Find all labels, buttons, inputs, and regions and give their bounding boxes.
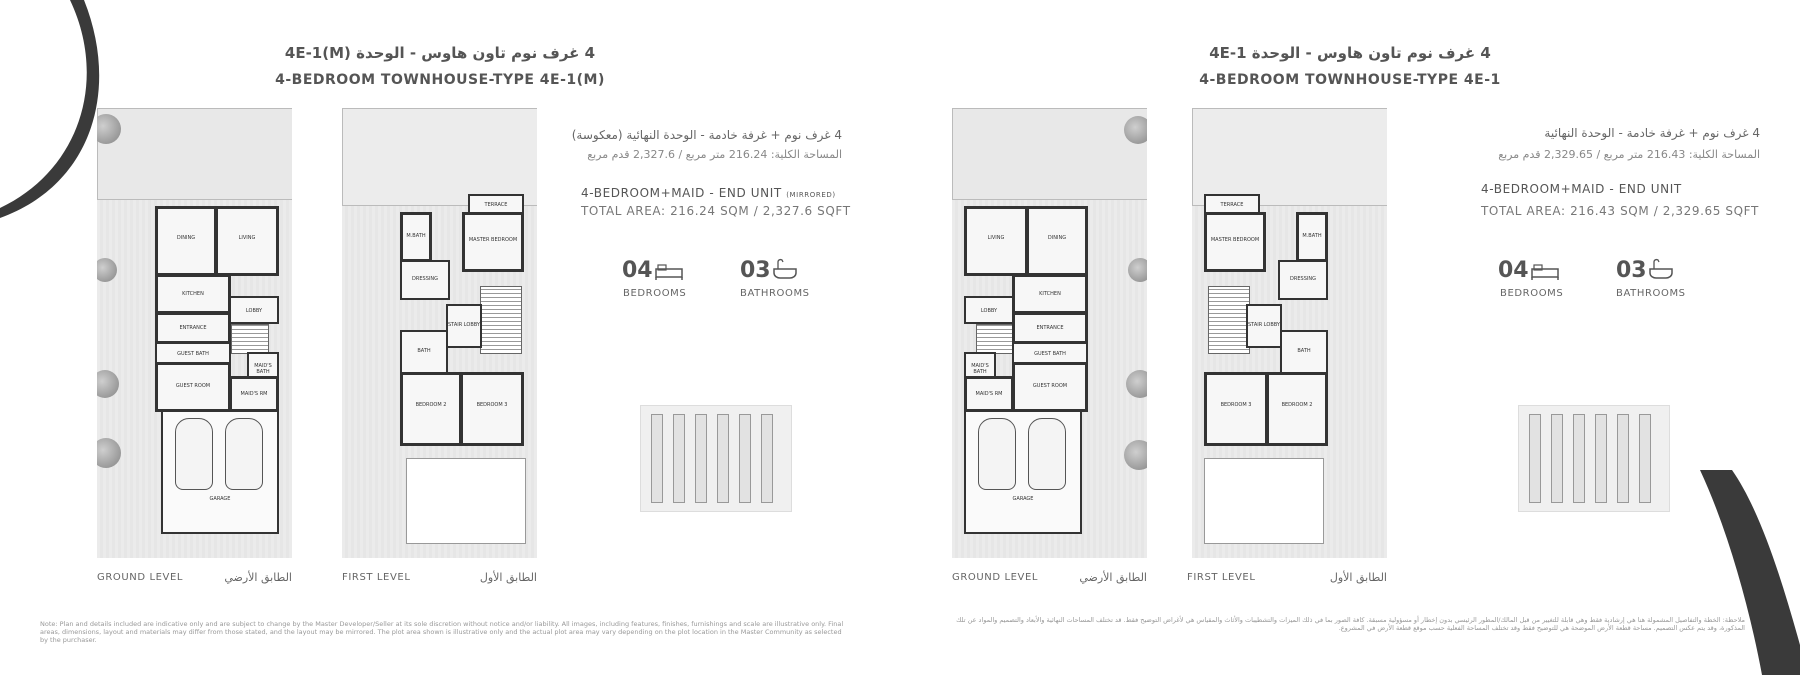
right-disclaimer: ملاحظة: الخطة والتفاصيل المشمولة هنا هي إرشادية فقط وهي قابلة للتغيير من قبل المالك/المطور الرئيسي بدون إخطار أو مسؤولية مسبقة. كافة الصور بما في ذلك الميزات والتشطيبات والأثاث والمقياس هي لأغراض التوضيح فقط. قد تختلف المساحات النهائية والأبعاد والتصميم والمواد عن تلك المذكورة، وقد يتم عكس التصميم. مساحة قطعة الأرض الموضحة هي للتوضيح فقط وقد تختلف المساحة الفعلية حسب موقع قطعة الأرض في المشروع. [956,616,1745,632]
right-ground-floor-plan [952,108,1147,558]
right-title-english: 4-BEDROOM TOWNHOUSE-TYPE 4E-1 [1199,72,1501,88]
right-first-floor-plan [1192,108,1387,558]
room-guest-bath: GUEST BATH [1012,342,1088,364]
left-mirrored-note: (MIRRORED) [786,191,836,199]
right-first-level-label: FIRST LEVEL [1187,572,1256,583]
room-bath: BATH [400,330,448,374]
right-bedrooms-count: 04 [1498,258,1529,283]
left-area-arabic: المساحة الكلية: 216.24 متر مربع / 2,327.6 قدم مربع [587,148,842,161]
room-terrace: TERRACE [468,194,524,214]
room-bedroom-2: BEDROOM 2 [1266,372,1328,446]
staircase [1208,286,1250,354]
left-bedrooms-label: BEDROOMS [623,288,687,299]
tree [1128,258,1147,282]
staircase [480,286,522,354]
bed-icon [654,263,684,281]
room-dressing: DRESSING [400,260,450,300]
room-maids-bath: MAID'S BATH [247,352,279,378]
room-guest-room: GUEST ROOM [1012,362,1088,412]
staircase [976,324,1014,354]
room-terrace: TERRACE [1204,194,1260,214]
bathtub-icon [772,258,798,280]
room-m-bath: M.BATH [1296,212,1328,262]
room-m-bath: M.BATH [400,212,432,262]
left-spec-english-text: 4-BEDROOM+MAID - END UNIT [581,186,782,200]
room-master-bedroom: MASTER BEDROOM [462,212,524,272]
room-dining: DINING [155,206,217,276]
room-kitchen: KITCHEN [1012,274,1088,314]
right-ground-level-label-arabic: الطابق الأرضي [1079,571,1147,584]
room-bedroom-2: BEDROOM 2 [400,372,462,446]
room-lobby: LOBBY [964,296,1014,324]
left-ground-level-label-arabic: الطابق الأرضي [224,571,292,584]
right-bathrooms-label: BATHROOMS [1616,288,1686,299]
room-maids-bath: MAID'S BATH [964,352,996,378]
rear-garden [952,108,1147,200]
left-title-arabic: 4 غرف نوم تاون هاوس - الوحدة 4E-1(M) [284,44,596,62]
left-bedrooms-count: 04 [622,258,653,283]
right-bathrooms-count: 03 [1616,258,1647,283]
room-master-bedroom: MASTER BEDROOM [1204,212,1266,272]
room-kitchen: KITCHEN [155,274,231,314]
left-first-level-label: FIRST LEVEL [342,572,411,583]
car [175,418,213,490]
left-total-area: TOTAL AREA: 216.24 SQM / 2,327.6 SQFT [581,204,851,218]
room-lobby: LOBBY [229,296,279,324]
car [225,418,263,490]
left-title-english: 4-BEDROOM TOWNHOUSE-TYPE 4E-1(M) [275,72,605,88]
right-first-level-label-arabic: الطابق الأول [1329,571,1387,584]
room-garage: GARAGE [161,410,279,534]
room-guest-room: GUEST ROOM [155,362,231,412]
right-key-plan [1518,405,1670,512]
left-first-level-label-arabic: الطابق الأول [479,571,537,584]
right-spec-arabic: 4 غرف نوم + غرفة خادمة - الوحدة النهائية [1544,126,1760,140]
bathtub-icon [1648,258,1674,280]
car [978,418,1016,490]
right-area-arabic: المساحة الكلية: 216.43 متر مربع / 2,329.65 قدم مربع [1498,148,1760,161]
right-bedrooms-label: BEDROOMS [1500,288,1564,299]
tree [1124,116,1147,144]
room-garage: GARAGE [964,410,1082,534]
garage-roof [1204,458,1324,544]
decorative-arc-bottom-right [1690,470,1800,675]
room-guest-bath: GUEST BATH [155,342,231,364]
left-bathrooms-count: 03 [740,258,771,283]
left-first-floor-plan [342,108,537,558]
right-spec-english: 4-BEDROOM+MAID - END UNIT [1481,182,1682,196]
rear-garden [97,108,292,200]
room-bath: BATH [1280,330,1328,374]
left-bathrooms-label: BATHROOMS [740,288,810,299]
rear-garden [342,108,537,206]
room-stair-lobby: STAIR LOBBY [1246,304,1282,348]
right-title-arabic: 4 غرف نوم تاون هاوس - الوحدة 4E-1 [1209,44,1491,62]
tree [1124,440,1147,470]
room-living: LIVING [964,206,1028,276]
room-dining: DINING [1026,206,1088,276]
room-maids-rm: MAID'S RM [229,376,279,412]
left-spec-arabic: 4 غرف نوم + غرفة خادمة - الوحدة النهائية (معكوسة) [571,128,842,142]
room-bedroom-3: BEDROOM 3 [1204,372,1268,446]
room-living: LIVING [215,206,279,276]
tree [1126,370,1147,398]
room-entrance: ENTRANCE [1012,312,1088,344]
room-maids-rm: MAID'S RM [964,376,1014,412]
left-ground-floor-plan [97,108,292,558]
left-key-plan [640,405,792,512]
staircase [231,324,269,354]
right-total-area: TOTAL AREA: 216.43 SQM / 2,329.65 SQFT [1481,204,1759,218]
room-dressing: DRESSING [1278,260,1328,300]
room-bedroom-3: BEDROOM 3 [460,372,524,446]
room-entrance: ENTRANCE [155,312,231,344]
bed-icon [1530,263,1560,281]
left-spec-english [581,186,861,200]
room-stair-lobby: STAIR LOBBY [446,304,482,348]
left-ground-level-label: GROUND LEVEL [97,572,184,583]
car [1028,418,1066,490]
left-disclaimer: Note: Plan and details included are indicative only and are subject to change by the Master Developer/Seller at its sole discretion without notice and/or liability. All images, including features, finishes, furnishings and scale are illustrative only. Final areas, dimensions, layout and materials may differ from those stated, and the layout may be mirrored. The plot area shown is illustrative only and the actual plot area may vary depending on the plot location in the Master Community as selected by the purchaser. [40,620,844,644]
garage-roof [406,458,526,544]
rear-garden [1192,108,1387,206]
right-ground-level-label: GROUND LEVEL [952,572,1039,583]
